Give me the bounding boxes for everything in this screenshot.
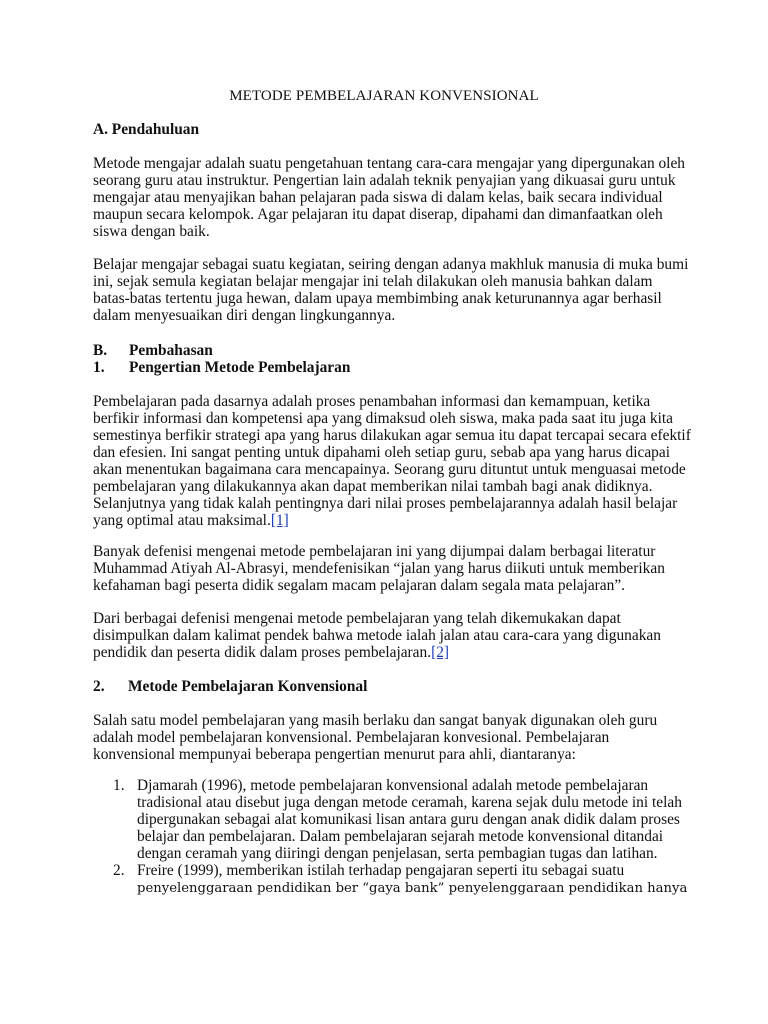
list-item-number: 2. <box>113 862 125 879</box>
paragraph-conventional-intro: Salah satu model pembelajaran yang masih berlaku dan sangat banyak digunakan oleh guru adalah model pembelajaran konvensional. Pembelajaran konvesional. Pembelajaran konvensional mempunyai beberapa pengertian menurut para ahli, diantaranya: <box>93 712 658 763</box>
paragraph-definition-3-text: Dari berbagai defenisi mengenai metode pembelajaran yang telah dikemukakan dapat disimpulkan dalam kalimat pendek bahwa metode ialah jalan atau cara-cara yang digunakan pendidik dan peserta didik dalam proses pembelajaran. <box>93 610 661 661</box>
paragraph-definition-1-text: Pembelajaran pada dasarnya adalah proses penambahan informasi dan kemampuan, ketika berfikir informasi dan kompetensi apa yang dimaksud oleh siswa, maka pada saat itu juga kita semestinya berfikir strategi apa yang harus dilakukan agar semua itu dapat tercapai secara efektif dan efesien. Ini sangat penting untuk dipahami oleh setiap guru, sebab apa yang harus dicapai akan menentukan bagaimana cara mencapainya. Seorang guru dituntut untuk menguasai metode pembelajaran yang dilakukannya akan dapat memberikan nilai tambah bagi anak didiknya. Selanjutnya yang tidak kalah pentingnya dari nilai proses pembelajarannya adalah hasil belajar yang optimal atau maksimal. <box>93 393 691 529</box>
footnote-link-2[interactable]: [2] <box>431 644 450 661</box>
subsection-1-title: Pengertian Metode Pembelajaran <box>129 359 351 376</box>
paragraph-intro-1: Metode mengajar adalah suatu pengetahuan tentang cara-cara mengajar yang dipergunakan oleh seorang guru atau instruktur. Pengertian lain adalah teknik penyajian yang dikuasai guru untuk mengajar atau menyajikan bahan pelajaran pada siswa di dalam kelas, baik secara individual maupun secara kelompok. Agar pelajaran itu dapat diserap, dipahami dan dimanfaatkan oleh siswa dengan baik. <box>93 155 685 240</box>
document-title: METODE PEMBELAJARAN KONVENSIONAL <box>229 88 539 104</box>
subsection-2-heading <box>93 678 693 695</box>
section-a-heading: A. Pendahuluan <box>93 121 200 138</box>
paragraph-definition-3 <box>93 610 693 661</box>
footnote-link-1[interactable]: [1] <box>270 512 289 529</box>
section-b-label: B. <box>93 342 108 359</box>
subsection-2-number: 2. <box>93 678 105 695</box>
list-item-text: Djamarah (1996), metode pembelajaran konvensional adalah metode pembelajaran tradisional atau disebut juga dengan metode ceramah, karena sejak dulu metode ini telah dipergunakan sebagai alat komunikasi lisan antara guru dengan anak didik dalam proses belajar dan pembelajaran. Dalam pembelajaran sejarah metode konvensional ditandai dengan ceramah yang diiringi dengan penjelasan, serta pembagian tugas dan latihan. <box>137 777 682 862</box>
subsection-1-heading <box>93 359 693 376</box>
section-b-title: Pembahasan <box>129 342 213 359</box>
paragraph-intro-2: Belajar mengajar sebagai suatu kegiatan, seiring dengan adanya makhluk manusia di muka bumi ini, sejak semula kegiatan belajar mengajar ini telah dilakukan oleh manusia bahkan dalam batas-batas tertentu juga hewan, dalam upaya membimbing anak keturunannya agar berhasil dalam menyesuaikan diri dengan lingkungannya. <box>93 256 689 324</box>
definition-list <box>93 777 693 897</box>
list-item-text-continued: penyelenggaraan pendidikan ber “gaya bank” penyelenggaraan pendidikan hanya <box>137 881 688 896</box>
subsection-2-title: Metode Pembelajaran Konvensional <box>128 678 368 695</box>
section-b-heading <box>93 342 693 359</box>
paragraph-definition-2: Banyak defenisi mengenai metode pembelajaran ini yang dijumpai dalam berbagai literatur Muhammad Atiyah Al-Abrasyi, mendefenisikan “jalan yang harus diikuti untuk memberikan kefahaman bagi peserta didik segalam macam pelajaran dalam segala mata pelajaran”. <box>93 543 665 594</box>
list-item <box>93 862 693 897</box>
subsection-1-number: 1. <box>93 359 105 376</box>
list-item-number: 1. <box>113 777 125 794</box>
list-item <box>93 777 693 862</box>
paragraph-definition-1 <box>93 393 693 529</box>
list-item-text: Freire (1999), memberikan istilah terhadap pengajaran seperti itu sebagai suatu <box>137 862 625 879</box>
